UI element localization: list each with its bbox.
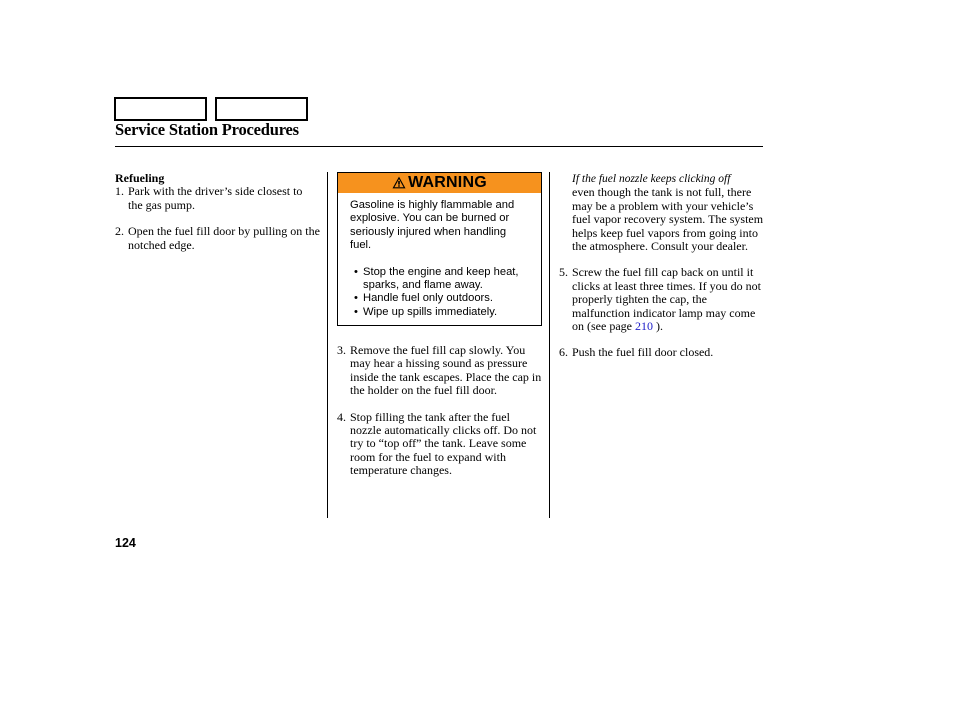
step-number: 6. — [559, 345, 568, 360]
step-5 — [559, 266, 764, 333]
nav-button-2[interactable] — [215, 97, 308, 121]
step-6 — [559, 346, 764, 359]
step-number: 4. — [337, 409, 346, 424]
step-3 — [337, 344, 542, 398]
warning-body — [338, 193, 541, 319]
warning-label: WARNING — [408, 174, 487, 191]
warning-bullet: • Handle fuel only outdoors. — [354, 292, 529, 305]
nozzle-note-lead: If the fuel nozzle keeps clicking off — [572, 173, 731, 185]
step-2 — [115, 225, 320, 252]
step-number: 1. — [115, 184, 124, 199]
step-text: Park with the driver’s side closest to the gas pump. — [128, 184, 303, 212]
warning-list — [354, 266, 529, 320]
refueling-heading: Refueling — [115, 171, 165, 185]
section-title: Service Station Procedures — [115, 120, 299, 139]
step-text: Screw the fuel fill cap back on until it clicks at least three times. If you do not properly tighten the cap, the malfunction indicator lamp may come on (see page — [572, 265, 761, 334]
step-4 — [337, 411, 542, 478]
column-2 — [337, 344, 542, 478]
step-text-suffix: ). — [655, 319, 663, 334]
page-number: 124 — [115, 536, 136, 550]
warning-bullet: • Stop the engine and keep heat, sparks, and flame away. — [354, 266, 529, 293]
nozzle-note — [559, 172, 764, 253]
nozzle-note-text: even though the tank is not full, there may be a problem with your vehicle’s fuel vapor recovery system. The system helps keep fuel vapors from going into the atmosphere. Consult your dealer. — [572, 185, 764, 254]
warning-triangle-icon — [392, 176, 406, 189]
step-number: 3. — [337, 343, 346, 357]
warning-intro: Gasoline is highly flammable and explosive. You can be burned or seriously injured when handling fuel. — [350, 199, 515, 252]
warning-header — [338, 173, 541, 193]
warning-box — [337, 172, 542, 326]
column-1 — [115, 172, 320, 252]
step-text: Open the fuel fill door by pulling on the notched edge. — [128, 224, 320, 252]
step-number: 2. — [115, 224, 124, 239]
column-3 — [559, 172, 764, 360]
column-divider-1 — [327, 172, 328, 518]
warning-bullet: • Wipe up spills immediately. — [354, 306, 529, 319]
step-text: Push the fuel fill door closed. — [572, 345, 714, 360]
header-rule — [115, 146, 763, 147]
step-number: 5. — [559, 265, 568, 280]
step-text: Remove the fuel fill cap slowly. You may hear a hissing sound as pressure inside the tank escapes. Place the cap in the holder on the fuel fill door. — [350, 343, 542, 398]
step-1 — [115, 185, 320, 212]
step-text: Stop filling the tank after the fuel nozzle automatically clicks off. Do not try to “top off” the tank. Leave some room for the fuel to expand with temperature changes. — [350, 409, 537, 478]
page-ref-link[interactable]: 210 — [634, 319, 653, 334]
column-divider-2 — [549, 172, 550, 518]
nav-button-1[interactable] — [114, 97, 207, 121]
